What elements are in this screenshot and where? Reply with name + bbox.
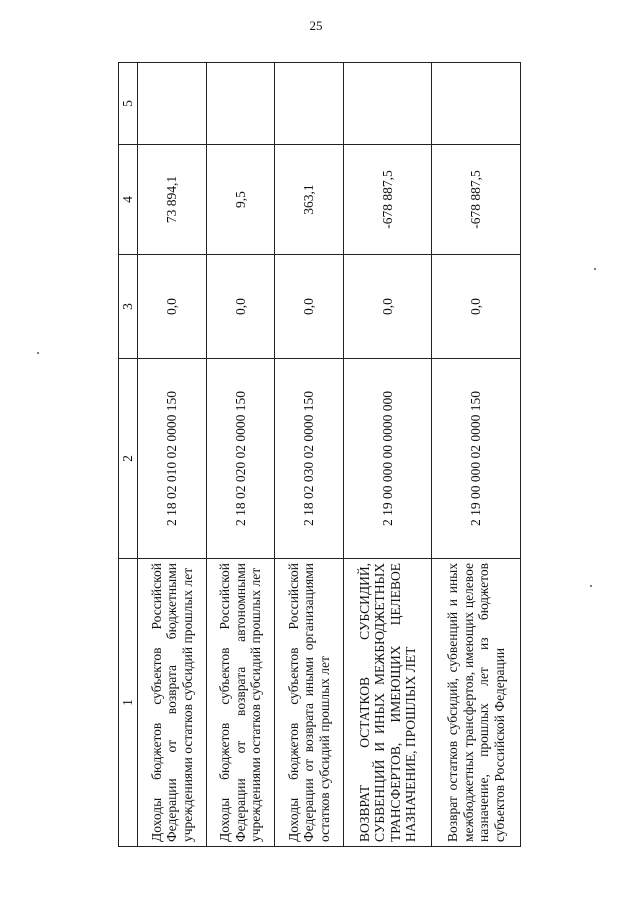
row-col4: -678 887,5 [343,145,432,255]
row-code: 2 18 02 010 02 0000 150 [138,359,207,559]
row-col3: 0,0 [206,255,275,359]
row-name: Доходы бюджетов субъектов Российской Федерации от возврата бюджетными учреждениями остатков субсидий прошлых лет [138,559,207,847]
header-col-5: 5 [119,63,138,145]
row-col5 [343,63,432,145]
table-row [275,63,344,847]
table-header-row [119,63,138,847]
rotated-table-wrapper [118,63,521,847]
row-name: Возврат остатков субсидий, субвенций и иных межбюджетных трансфертов, имеющих целевое назначение, прошлых лет из бюджетов субъектов Российской Федерации [432,559,521,847]
row-col4: -678 887,5 [432,145,521,255]
table-row [343,63,432,847]
scan-speck [590,585,592,587]
header-col-1: 1 [119,559,138,847]
table-row [432,63,521,847]
row-col5 [138,63,207,145]
row-col3: 0,0 [138,255,207,359]
row-code: 2 19 00 000 00 0000 000 [343,359,432,559]
row-code: 2 19 00 000 02 0000 150 [432,359,521,559]
scan-speck [37,352,39,354]
scan-speck [594,268,596,270]
page-number: 25 [309,18,323,33]
row-col4: 363,1 [275,145,344,255]
row-code: 2 18 02 020 02 0000 150 [206,359,275,559]
budget-table [118,62,521,847]
row-col5 [432,63,521,145]
row-name: Доходы бюджетов субъектов Российской Федерации от возврата автономными учреждениями остатков субсидий прошлых лет [206,559,275,847]
row-code: 2 18 02 030 02 0000 150 [275,359,344,559]
header-col-2: 2 [119,359,138,559]
row-col5 [206,63,275,145]
header-col-3: 3 [119,255,138,359]
row-col4: 73 894,1 [138,145,207,255]
table-row [206,63,275,847]
row-col4: 9,5 [206,145,275,255]
header-col-4: 4 [119,145,138,255]
table-row [138,63,207,847]
row-name: ВОЗВРАТ ОСТАТКОВ СУБСИДИЙ, СУБВЕНЦИЙ И ИНЫХ МЕЖБЮДЖЕТНЫХ ТРАНСФЕРТОВ, ИМЕЮЩИХ ЦЕЛЕВОЕ НАЗНАЧЕНИЕ, ПРОШЛЫХ ЛЕТ [343,559,432,847]
row-name: Доходы бюджетов субъектов Российской Федерации от возврата иными организациями остатков субсидий прошлых лет [275,559,344,847]
row-col5 [275,63,344,145]
row-col3: 0,0 [343,255,432,359]
row-col3: 0,0 [275,255,344,359]
row-col3: 0,0 [432,255,521,359]
